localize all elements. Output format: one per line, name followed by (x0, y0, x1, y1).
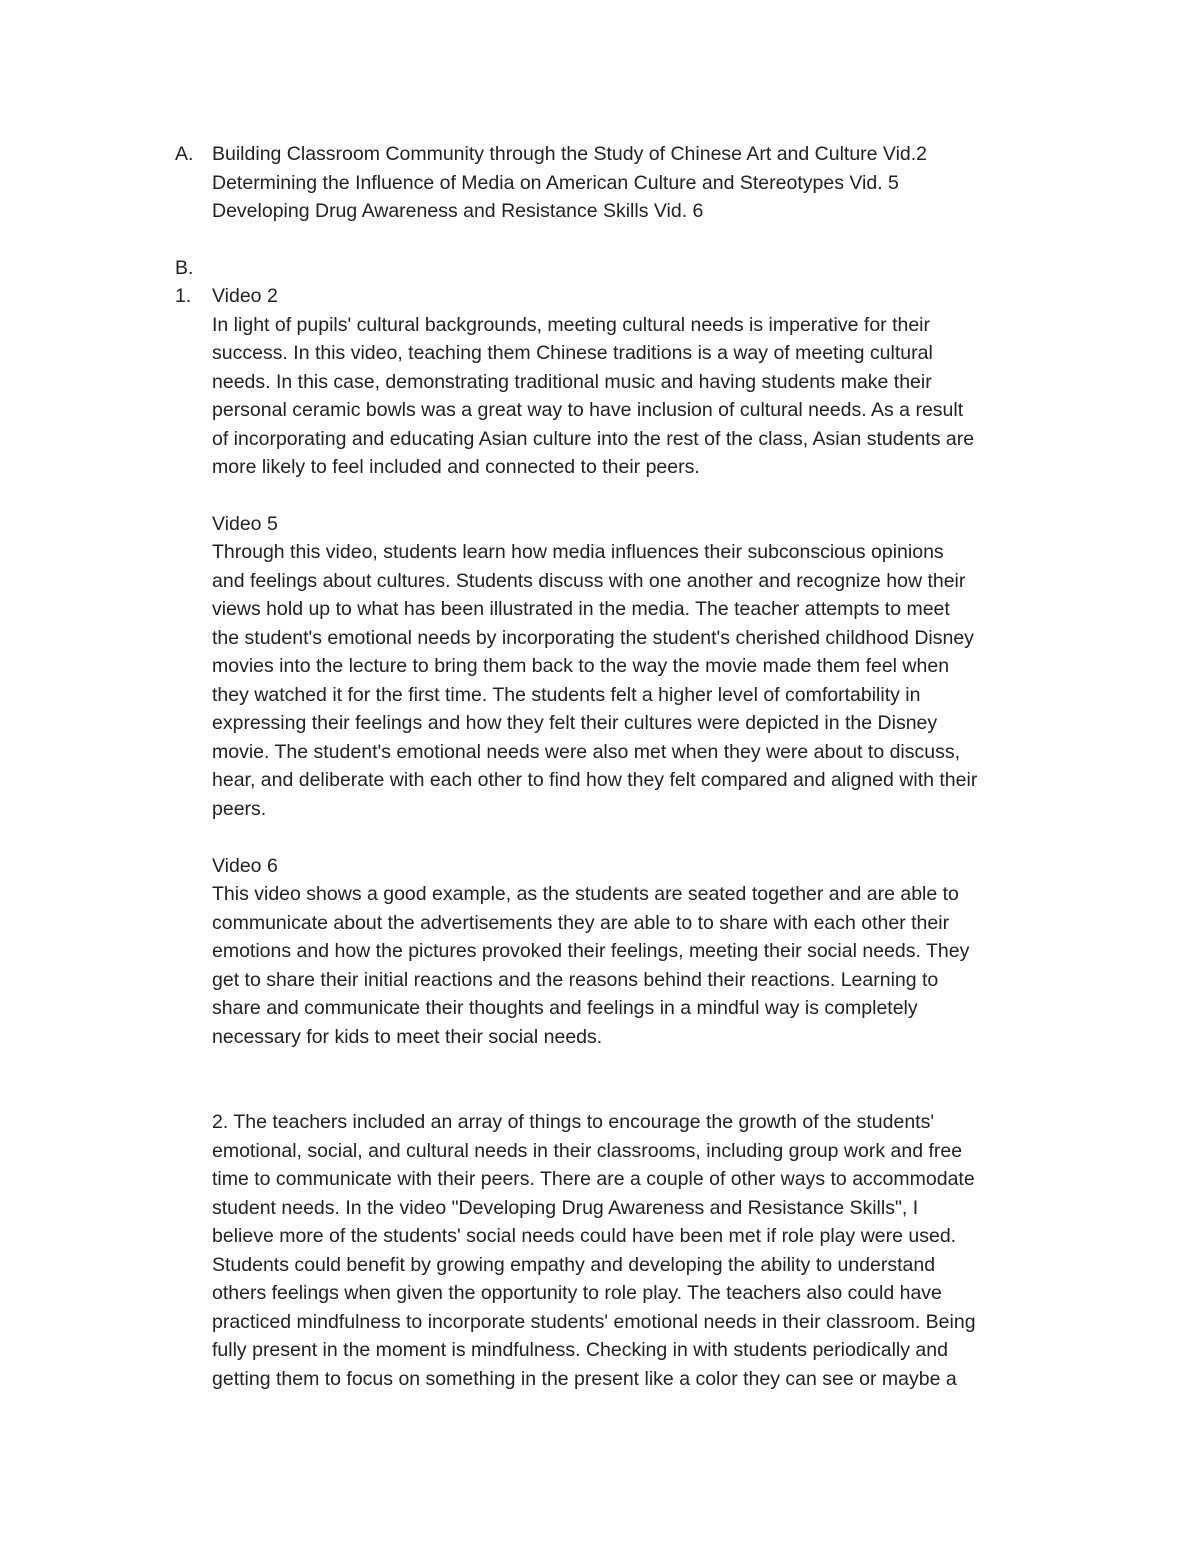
video6-line: get to share their initial reactions and the reasons behind their reactions. Learning to (212, 969, 939, 991)
section-a-line: Building Classroom Community through the Study of Chinese Art and Culture Vid.2 (212, 143, 928, 165)
video5-line: they watched it for the first time. The students felt a higher level of comfortability in (212, 684, 921, 706)
video5-heading: Video 5 (212, 513, 278, 535)
item2-line: practiced mindfulness to incorporate students' emotional needs in their classroom. Being (212, 1311, 976, 1333)
video5-line: and feelings about cultures. Students discuss with one another and recognize how their (212, 570, 966, 592)
video2-line: of incorporating and educating Asian culture into the rest of the class, Asian students are (212, 428, 975, 450)
video2-heading: Video 2 (212, 285, 278, 307)
item2-line: emotional, social, and cultural needs in their classrooms, including group work and free (212, 1140, 963, 1162)
item2-line: fully present in the moment is mindfulness. Checking in with students periodically and (212, 1339, 948, 1361)
video2-line: success. In this video, teaching them Chinese traditions is a way of meeting cultural (212, 342, 933, 364)
item2-line: believe more of the students' social needs could have been met if role play were used. (212, 1225, 957, 1247)
video6-line: communicate about the advertisements they are able to to share with each other their (212, 912, 950, 934)
section-a-marker: A. (175, 143, 194, 165)
video6-heading: Video 6 (212, 855, 278, 877)
video2-line: personal ceramic bowls was a great way to have inclusion of cultural needs. As a result (212, 399, 964, 421)
video5-line: movies into the lecture to bring them back to the way the movie made them feel when (212, 655, 950, 677)
section-a-line: Developing Drug Awareness and Resistance Skills Vid. 6 (212, 200, 704, 222)
video6-line: share and communicate their thoughts and feelings in a mindful way is completely (212, 997, 918, 1019)
video6-line: emotions and how the pictures provoked their feelings, meeting their social needs. They (212, 940, 970, 962)
item2-line: getting them to focus on something in the present like a color they can see or maybe a (212, 1368, 957, 1390)
item2-line: time to communicate with their peers. There are a couple of other ways to accommodate (212, 1168, 975, 1190)
video5-line: Through this video, students learn how media influences their subconscious opinions (212, 541, 944, 563)
section-a-line: Determining the Influence of Media on American Culture and Stereotypes Vid. 5 (212, 172, 899, 194)
video5-line: hear, and deliberate with each other to find how they felt compared and aligned with their (212, 769, 978, 791)
section-b-marker: B. (175, 257, 194, 279)
item2-line: 2. The teachers included an array of things to encourage the growth of the students' (212, 1111, 935, 1133)
video5-line: expressing their feelings and how they felt their cultures were depicted in the Disney (212, 712, 938, 734)
video5-line: the student's emotional needs by incorporating the student's cherished childhood Disney (212, 627, 974, 649)
item-1-marker: 1. (175, 285, 192, 307)
video5-line: views hold up to what has been illustrated in the media. The teacher attempts to meet (212, 598, 950, 620)
video2-line: needs. In this case, demonstrating traditional music and having students make their (212, 371, 932, 393)
video5-line: peers. (212, 798, 267, 820)
video6-line: necessary for kids to meet their social needs. (212, 1026, 603, 1048)
video6-line: This video shows a good example, as the students are seated together and are able to (212, 883, 959, 905)
video2-line: more likely to feel included and connected to their peers. (212, 456, 700, 478)
video5-line: movie. The student's emotional needs were also met when they were about to discuss, (212, 741, 961, 763)
item2-line: Students could benefit by growing empathy and developing the ability to understand (212, 1254, 936, 1276)
item2-line: others feelings when given the opportunity to role play. The teachers also could have (212, 1282, 942, 1304)
item2-line: student needs. In the video "Developing Drug Awareness and Resistance Skills", I (212, 1197, 919, 1219)
video2-line: In light of pupils' cultural backgrounds, meeting cultural needs is imperative for their (212, 314, 931, 336)
